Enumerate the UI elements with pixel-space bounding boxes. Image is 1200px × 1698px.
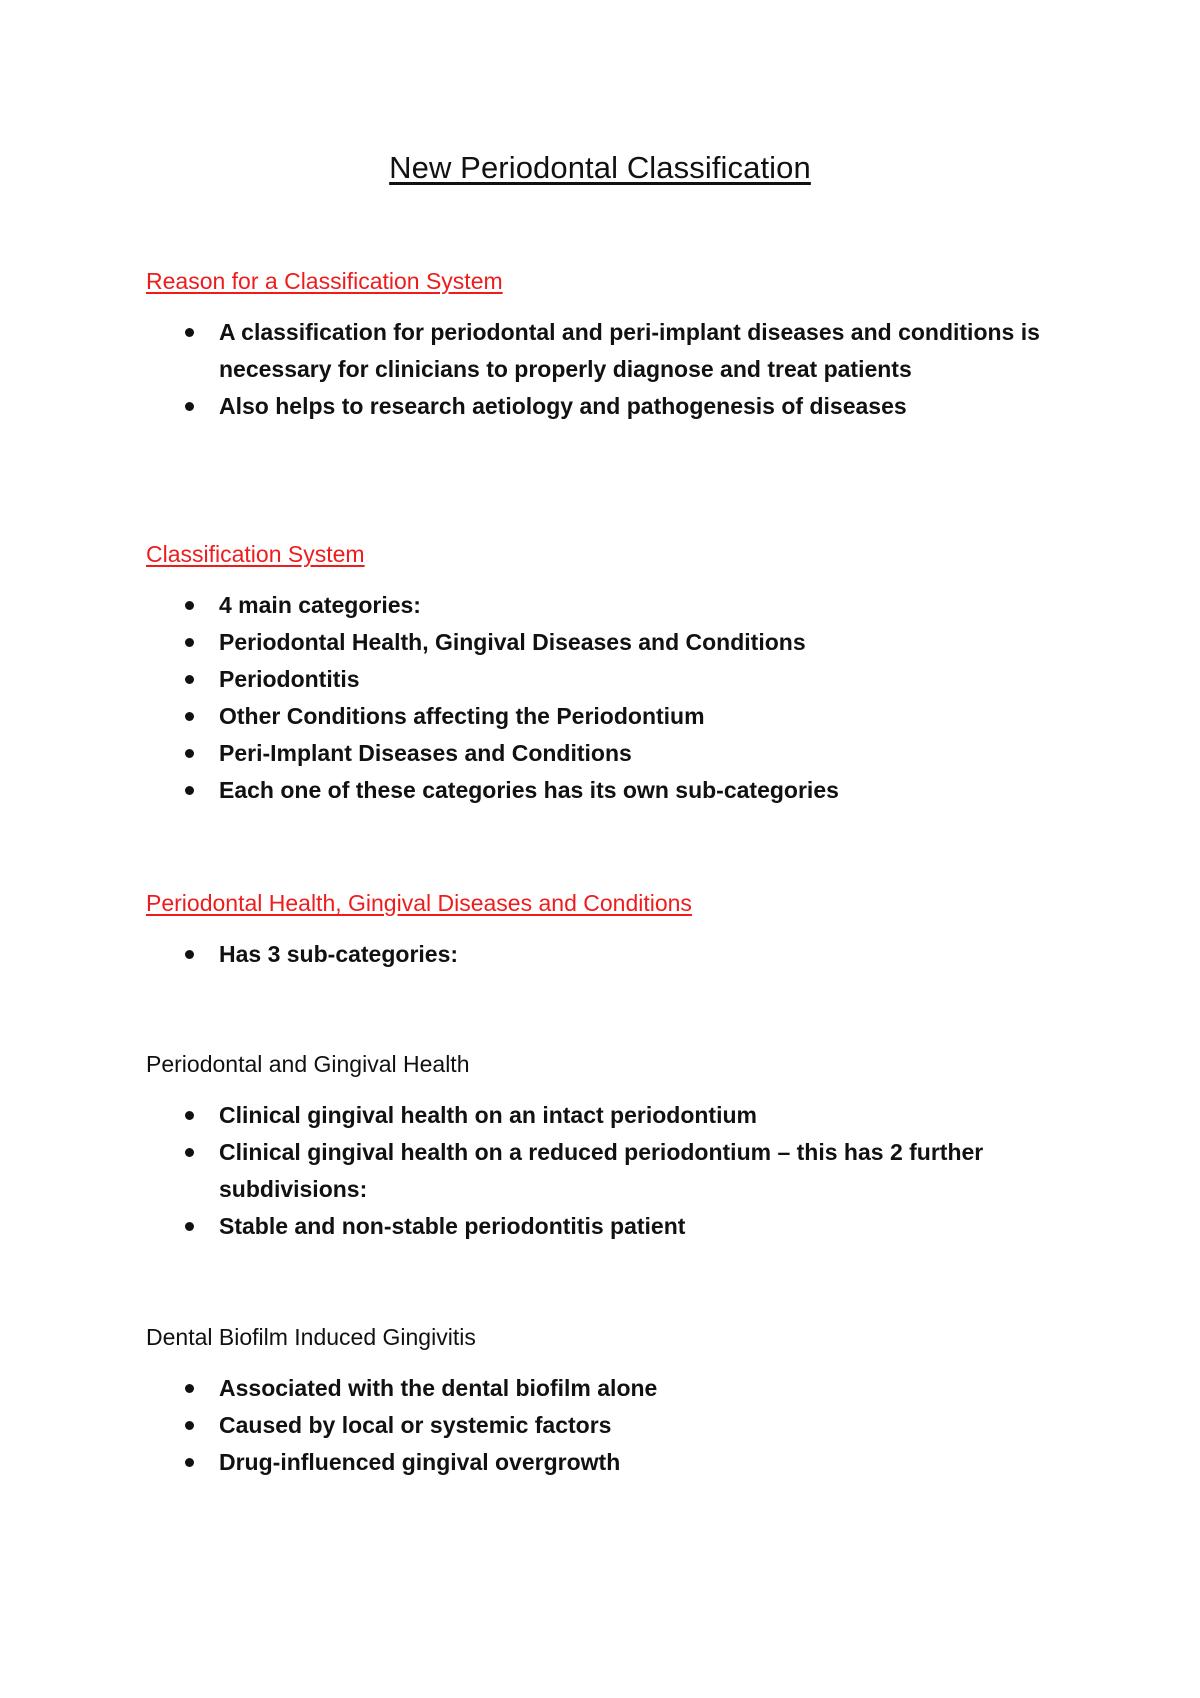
bullet-list — [146, 1097, 1066, 1245]
bullet-icon — [185, 786, 194, 795]
list-item: Also helps to research aetiology and pathogenesis of diseases — [146, 388, 1066, 425]
list-item: Each one of these categories has its own sub-categories — [146, 772, 1066, 809]
list-item: Clinical gingival health on an intact periodontium — [146, 1097, 1066, 1134]
bullet-list — [146, 936, 1066, 973]
list-item: Other Conditions affecting the Periodontium — [146, 698, 1066, 735]
section-heading: Classification System — [146, 541, 365, 567]
document-title: New Periodontal Classification — [389, 150, 811, 185]
bullet-icon — [185, 601, 194, 610]
list-item: Stable and non-stable periodontitis patient — [146, 1208, 1066, 1245]
bullet-icon — [185, 1421, 194, 1430]
list-item: Associated with the dental biofilm alone — [146, 1370, 1066, 1407]
bullet-icon — [185, 1384, 194, 1393]
list-item: Has 3 sub-categories: — [146, 936, 1066, 973]
bullet-list — [146, 1370, 1066, 1481]
section-biofilm-gingivitis — [146, 1322, 1066, 1481]
section-reason — [146, 266, 1066, 425]
bullet-icon — [185, 1458, 194, 1467]
list-item: Clinical gingival health on a reduced periodontium – this has 2 further subdivisions: — [146, 1134, 1066, 1208]
section-periodontal-gingival-health — [146, 1049, 1066, 1245]
bullet-list — [146, 587, 1066, 809]
bullet-list — [146, 314, 1066, 425]
list-item: Periodontitis — [146, 661, 1066, 698]
bullet-icon — [185, 1222, 194, 1231]
bullet-icon — [185, 950, 194, 959]
bullet-icon — [185, 675, 194, 684]
section-heading: Dental Biofilm Induced Gingivitis — [146, 1324, 476, 1350]
bullet-icon — [185, 749, 194, 758]
section-classification-system — [146, 539, 1066, 809]
bullet-icon — [185, 638, 194, 647]
bullet-icon — [185, 712, 194, 721]
list-item: Peri-Implant Diseases and Conditions — [146, 735, 1066, 772]
section-heading: Reason for a Classification System — [146, 268, 503, 294]
list-item: Periodontal Health, Gingival Diseases and Conditions — [146, 624, 1066, 661]
list-item: Drug-influenced gingival overgrowth — [146, 1444, 1066, 1481]
section-heading: Periodontal Health, Gingival Diseases and Conditions — [146, 890, 692, 916]
bullet-icon — [185, 328, 194, 337]
bullet-icon — [185, 1111, 194, 1120]
bullet-icon — [185, 1148, 194, 1157]
section-heading: Periodontal and Gingival Health — [146, 1051, 470, 1077]
list-item: A classification for periodontal and peri-implant diseases and conditions is necessary for clinicians to properly diagnose and treat patients — [146, 314, 1066, 388]
list-item: 4 main categories: — [146, 587, 1066, 624]
bullet-icon — [185, 402, 194, 411]
section-health-gingival — [146, 888, 1066, 973]
list-item: Caused by local or systemic factors — [146, 1407, 1066, 1444]
